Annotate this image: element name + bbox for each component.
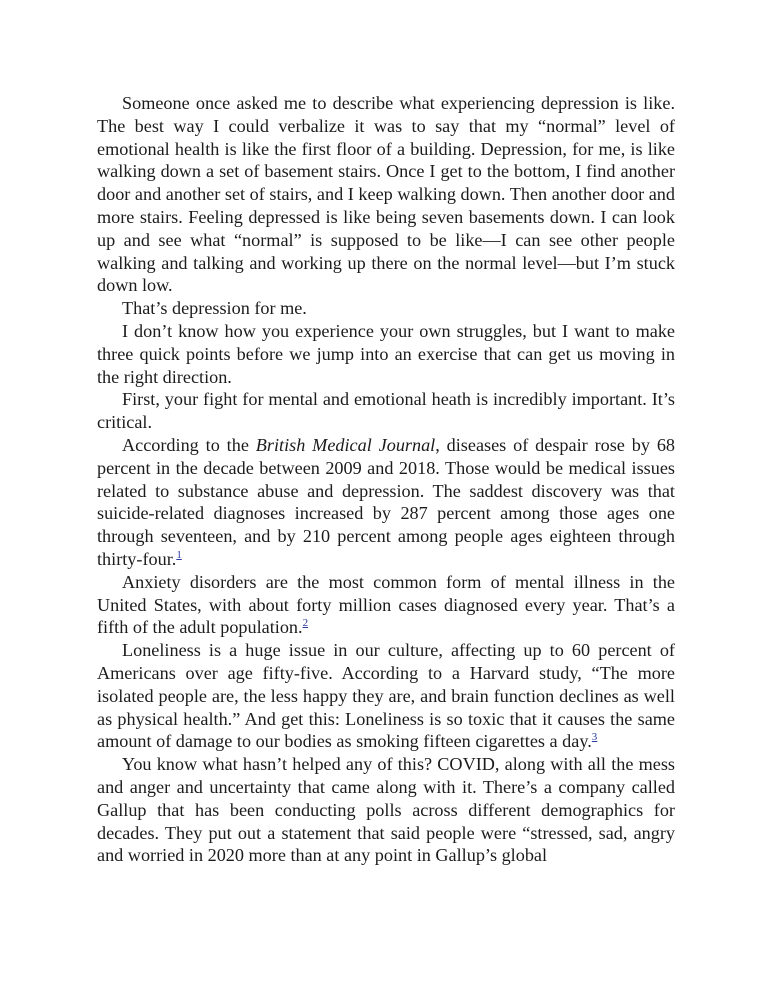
- paragraph-anxiety-statistics: [97, 571, 675, 639]
- page-body: [97, 92, 675, 867]
- paragraph-depression-description: [97, 92, 675, 297]
- paragraph-bmj-statistics: [97, 434, 675, 571]
- paragraph-three-points: [97, 320, 675, 388]
- paragraph-loneliness-statistics: [97, 639, 675, 753]
- paragraph-text: Someone once asked me to describe what experiencing depression is like. The best way I could verbalize it was to say that my “normal” level of emotional health is like the first floor of a building. Depression, for me, is like walking down a set of basement stairs. Once I get to the bottom, I find another door and another set of stairs, and I keep walking down. Then another door and more stairs. Feeling depressed is like being seven basements down. I can look up and see what “normal” is supposed to be like—I can see other people walking and talking and working up there on the normal level—but I’m stuck down low.: [97, 93, 675, 296]
- paragraph-text: That’s depression for me.: [122, 298, 307, 319]
- paragraph-first-point: [97, 388, 675, 434]
- paragraph-depression-for-me: [97, 297, 675, 320]
- footnote-link-1[interactable]: 1: [176, 548, 182, 561]
- paragraph-text-post: , diseases of despair rose by 68 percent in the decade between 2009 and 2018. Those would be medical issues related to substance abuse and depression. The saddest discovery was that suicide-related diagnoses increased by 287 percent among those ages one through seventeen, and by 210 percent among people ages eighteen through thirty-four.: [97, 434, 676, 569]
- footnote-link-3[interactable]: 3: [591, 731, 598, 744]
- journal-title: British Medical Journal: [255, 434, 436, 455]
- paragraph-text: Loneliness is a huge issue in our culture, affecting up to 60 percent of Americans over age fifty-five. According to a Harvard study, “The more isolated people are, the less happy they are, and brain function declines as well as physical health.” And get this: Loneliness is so toxic that it causes the same amount of damage to our bodies as smoking fifteen cigarettes a day.: [97, 640, 675, 752]
- paragraph-text: I don’t know how you experience your own struggles, but I want to make three quick points before we jump into an exercise that can get us moving in the right direction.: [97, 320, 675, 387]
- footnote-link-2[interactable]: 2: [302, 617, 309, 630]
- paragraph-text-pre: According to the: [122, 434, 256, 455]
- paragraph-text: You know what hasn’t helped any of this? COVID, along with all the mess and anger and uncertainty that came along with it. There’s a company called Gallup that has been conducting polls across different demographics for decades. They put out a statement that said people were “stressed, sad, angry and worried in 2020 more than at any point in Gallup’s global: [97, 754, 675, 866]
- paragraph-text: First, your fight for mental and emotional heath is incredibly important. It’s critical.: [97, 389, 675, 433]
- paragraph-text: Anxiety disorders are the most common form of mental illness in the United States, with about forty million cases diagnosed every year. That’s a fifth of the adult population.: [97, 571, 675, 638]
- paragraph-covid-gallup: [97, 753, 675, 867]
